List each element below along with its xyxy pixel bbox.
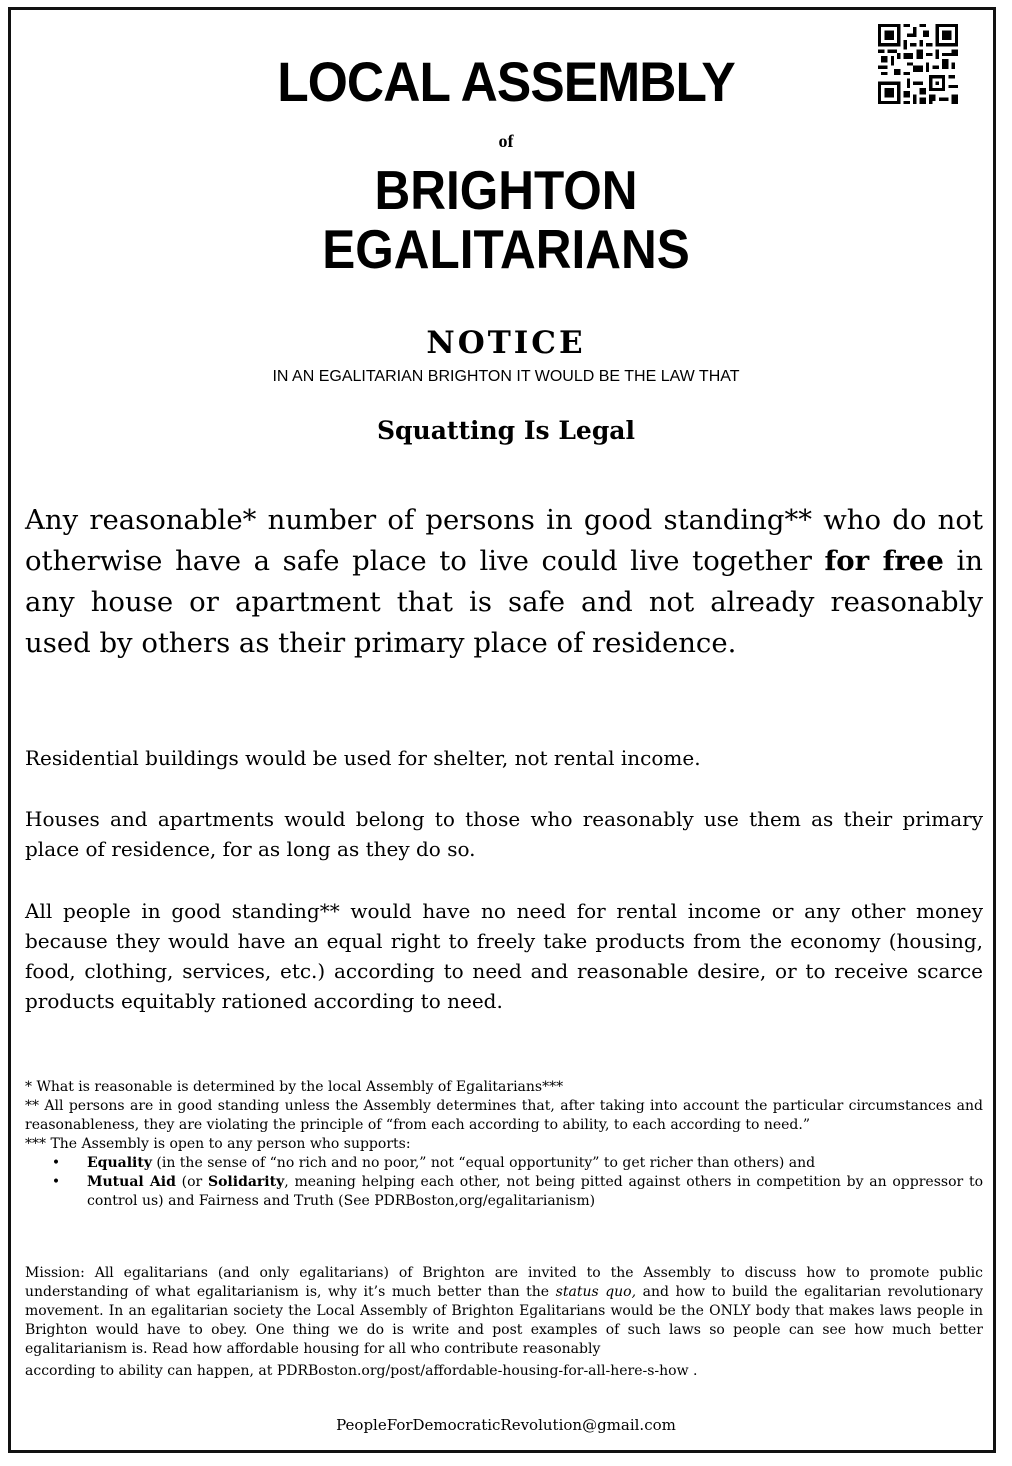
footnote-good-standing: ** All persons are in good standing unless the Assembly determines that, after taking into account the particular circumstances and reasonableness, they are violating the principle of “from each according to ability, to each according to need.” xyxy=(25,1098,983,1133)
lead-paragraph: Any reasonable* number of persons in good standing** who do not otherwise have a safe place to live could live together for free in any house or apartment that is safe and not already reasonably used by others as their primary place of residence. xyxy=(25,504,984,659)
law-title: Squatting Is Legal xyxy=(377,416,635,445)
mission-link-line: according to ability can happen, at PDRBoston.org/post/affordable-housing-for-all-here-s-how . xyxy=(25,1363,698,1379)
lead-bold-phrase: for free xyxy=(824,545,944,577)
footnote-reasonable: * What is reasonable is determined by the local Assembly of Egalitarians*** xyxy=(25,1079,564,1095)
title-local-assembly: LOCAL ASSEMBLY xyxy=(277,50,735,113)
title-egalitarians: EGALITARIANS xyxy=(322,218,690,280)
paragraph-good-standing: All people in good standing** would have no need for rental income or any other money because they would have an equal right to freely take products from the economy (housing, food, clothing, services, etc.) according to need and reasonable desire, or to receive scarce products equitably rationed according to need. xyxy=(25,899,983,1013)
bullet-mutual-aid: • Mutual Aid (or Solidarity, meaning helping each other, not being pitted against others in competition by an oppressor to control us) and Fairness and Truth (See PDRBoston,org/egalitarianism) xyxy=(25,1173,983,1211)
title-of: of xyxy=(498,131,514,151)
paragraph-ownership: Houses and apartments would belong to those who reasonably use them as their primary place of residence, for as long as they do so. xyxy=(25,807,983,861)
paragraph-shelter: Residential buildings would be used for shelter, not rental income. xyxy=(25,746,701,770)
bullet-icon: • xyxy=(51,1174,61,1190)
footnote-assembly: *** The Assembly is open to any person who supports: xyxy=(25,1136,411,1152)
contact-email: PeopleForDemocraticRevolution@gmail.com xyxy=(336,1416,676,1434)
notice-subtitle: IN AN EGALITARIAN BRIGHTON IT WOULD BE THE LAW THAT xyxy=(272,368,740,385)
bullet-icon: • xyxy=(51,1155,61,1171)
title-brighton: BRIGHTON xyxy=(374,159,638,221)
mission-statement: Mission: All egalitarians (and only egalitarians) of Brighton are invited to the Assembly to discuss how to promote public understanding of what egalitarianism is, why it’s much better than the status quo, and how to build the egalitarian revolutionary movement. In an egalitarian society the Local Assembly of Brighton Egalitarians would be the ONLY body that makes laws people in Brighton would have to obey. One thing we do is write and post examples of such laws so people can see how much better egalitarianism is. Read how affordable housing for all who contribute reasonably according to ability can happen, at PDRBoston.org/post/affordable-housing-for-all-here-s-how . xyxy=(25,1265,983,1379)
notice-heading: NOTICE xyxy=(426,325,586,361)
footnotes xyxy=(25,1078,983,1211)
bullet-equality: • Equality (in the sense of “no rich and no poor,” not “equal opportunity” to get richer than others) and xyxy=(25,1154,983,1173)
